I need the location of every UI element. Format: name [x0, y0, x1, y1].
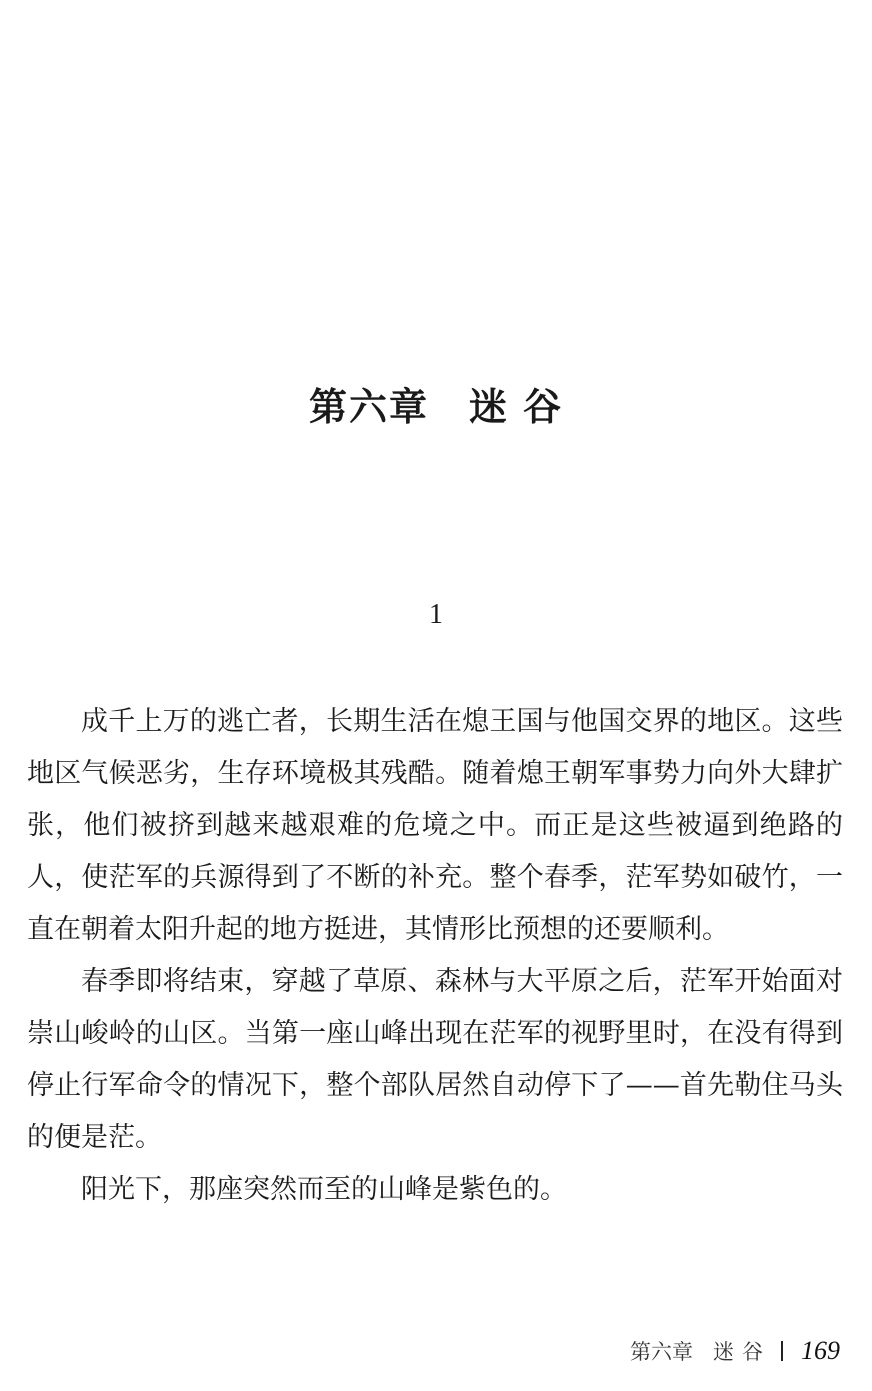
paragraph: 阳光下，那座突然而至的山峰是紫色的。	[81, 1174, 567, 1205]
section-number: 1	[429, 599, 443, 630]
page-footer	[630, 1333, 840, 1369]
footer-divider	[781, 1341, 783, 1361]
chapter-title-part1: 迷	[468, 385, 509, 429]
paragraph: 成千上万的逃亡者，长期生活在熄王国与他国交界的地区。这些地区气候恶劣，生存环境极其残酷。随着熄王朝军事势力向外大肆扩张，他们被挤到越来越艰难的危境之中。而正是这些被逼到绝路的人，使茫军的兵源得到了不断的补充。整个春季，茫军势如破竹，一直在朝着太阳升起的地方挺进，其情形比预想的还要顺利。	[27, 706, 843, 945]
running-title: 第六章 迷 谷	[630, 1340, 763, 1364]
chapter-title-part2: 谷	[523, 385, 564, 429]
body-text	[27, 696, 843, 1216]
chapter-label: 第六章	[308, 385, 429, 429]
running-label: 第六章	[630, 1340, 693, 1364]
paragraph: 春季即将结束，穿越了草原、森林与大平原之后，茫军开始面对崇山峻岭的山区。当第一座山峰出现在茫军的视野里时，在没有得到停止行军命令的情况下，整个部队居然自动停下了——首先勒住马头的便是茫。	[27, 966, 843, 1153]
chapter-title	[0, 382, 872, 432]
page-number: 169	[801, 1336, 840, 1365]
